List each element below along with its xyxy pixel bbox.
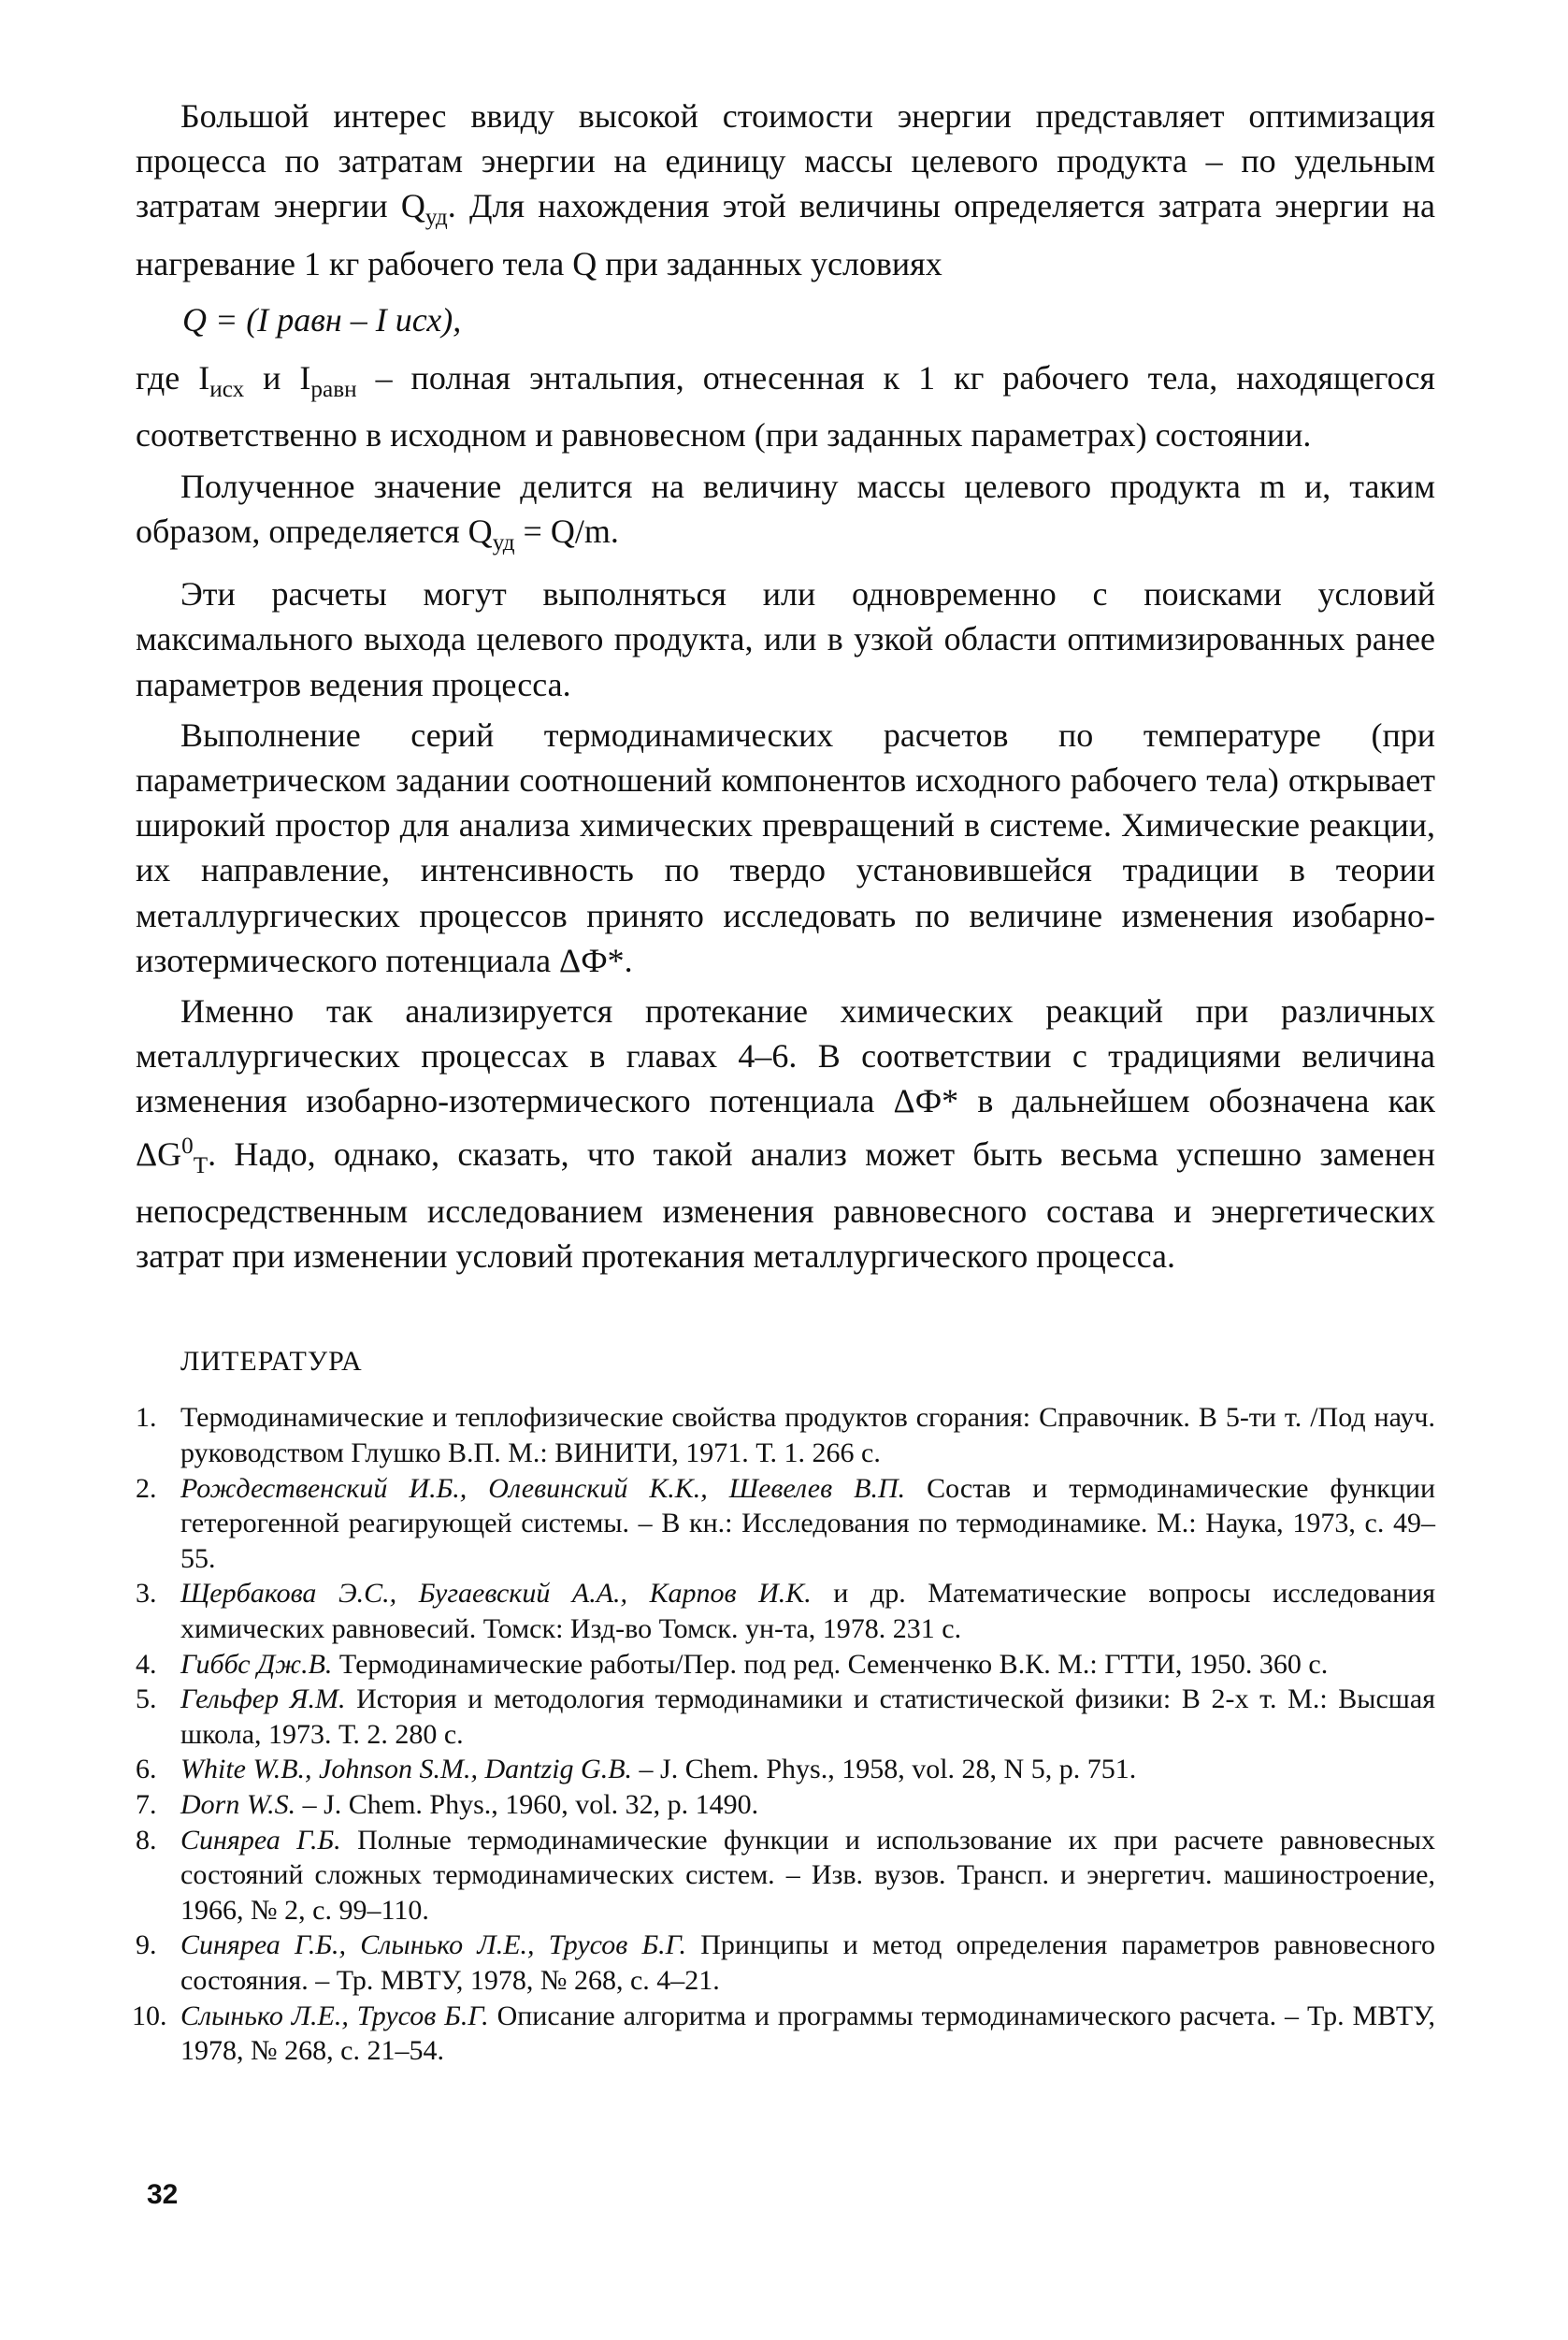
reference-item: 8. Синяреа Г.Б. Полные термодинамические функции и использование их при расчете равновесных состояний сложных термодинамических систем. – Изв. вузов. Трансп. и энергетич. машиностроение, 1966, № 2, с. 99–110. — [136, 1824, 1435, 1926]
enthalpy-formula: Q = (I равн – I исх), — [182, 301, 462, 339]
paragraph-5: Выполнение серий термодинамических расчетов по температуре (при параметрическом задании соотношений компонентов исходного рабочего тела) открывает широкий простор для анализа химических превращений в системе. Химические реакции, их направление, интенсивность по твердо установившейся традиции в теории металлургических процессов принято исследовать по величине изменения изобарно-изотермического потенциала ΔФ*. — [136, 715, 1435, 979]
paragraph-6: Именно так анализируется протекание химических реакций при различных металлургических процессах в главах 4–6. В соответствии с традициями величина изменения изобарно-изотермического потенциала ΔФ* в дальнейшем обозначена как $\Delta G^0_T$. Надо, однако, сказать, что такой анализ может быть весьма успешно заменен непосредственным исследованием изменения равновесного состава и энергетических затрат при изменении условий протекания металлургического процесса. — [136, 992, 1435, 1276]
paragraph-4: Эти расчеты могут выполняться или одновременно с поисками условий максимального выхода целевого продукта, или в узкой области оптимизированных ранее параметров ведения процесса. — [136, 575, 1435, 703]
paragraph-2: где $I_{исх}$ и $I_{равн}$ – полная энтальпия, отнесенная к 1 кг рабочего тела, находящегося соответственно в исходном и равновесном (при заданных параметрах) состоянии. — [136, 359, 1435, 455]
paragraph-3: Полученное значение делится на величину массы целевого продукта m и, таким образом, определяется $Q_{уд} = Q/m$. — [136, 467, 1435, 556]
reference-item: 4. Гиббс Дж.В. Термодинамические работы/Пер. под ред. Семенченко В.К. М.: ГТТИ, 1950. 360 с. — [136, 1648, 1329, 1680]
paragraph-1: Большой интерес ввиду высокой стоимости энергии представляет оптимизация процесса по затратам энергии на единицу массы целевого продукта – по удельным затратам энергии $Q_{уд}$. Для нахождения этой величины определяется затрата энергии на нагревание 1 кг рабочего тела Q при заданных условиях — [136, 97, 1435, 282]
reference-item: 1. Термодинамические и теплофизические свойства продуктов сгорания: Справочник. В 5-ти т. /Под науч. руководством Глушко В.П. М.: ВИНИТИ, 1971. Т. 1. 266 с. — [136, 1402, 1435, 1469]
reference-item: 6. White W.B., Johnson S.M., Dantzig G.B. – J. Chem. Phys., 1958, vol. 28, N 5, p. 751. — [136, 1754, 1137, 1785]
reference-item: 2. Рождественский И.Б., Олевинский К.К., Шевелев В.П. Состав и термодинамические функции гетерогенной реагирующей системы. – В кн.: Исследования по термодинамике. М.: Наука, 1973, с. 49–55. — [136, 1472, 1435, 1574]
page-content — [132, 94, 1436, 2069]
page-number: 32 — [147, 2179, 179, 2210]
reference-item: 10. Слынько Л.Е., Трусов Б.Г. Описание алгоритма и программы термодинамического расчета. – Тр. МВТУ, 1978, № 268, с. 21–54. — [132, 2000, 1435, 2067]
references-heading: ЛИТЕРАТУРА — [180, 1346, 363, 1378]
reference-item: 3. Щербакова Э.С., Бугаевский А.А., Карпов И.К. и др. Математические вопросы исследования химических равновесий. Томск: Изд-во Томск. ун-та, 1978. 231 с. — [136, 1578, 1436, 1644]
reference-item: 9. Синяреа Г.Б., Слынько Л.Е., Трусов Б.Г. Принципы и метод определения параметров равновесного состояния. – Тр. МВТУ, 1978, № 268, с. 4–21. — [136, 1929, 1436, 1996]
reference-item: 7. Dorn W.S. – J. Chem. Phys., 1960, vol. 32, p. 1490. — [136, 1788, 759, 1820]
references-list — [132, 1400, 1436, 2068]
reference-item: 5. Гельфер Я.М. История и методология термодинамики и статистической физики: В 2-х т. М.: Высшая школа, 1973. Т. 2. 280 с. — [136, 1683, 1435, 1750]
